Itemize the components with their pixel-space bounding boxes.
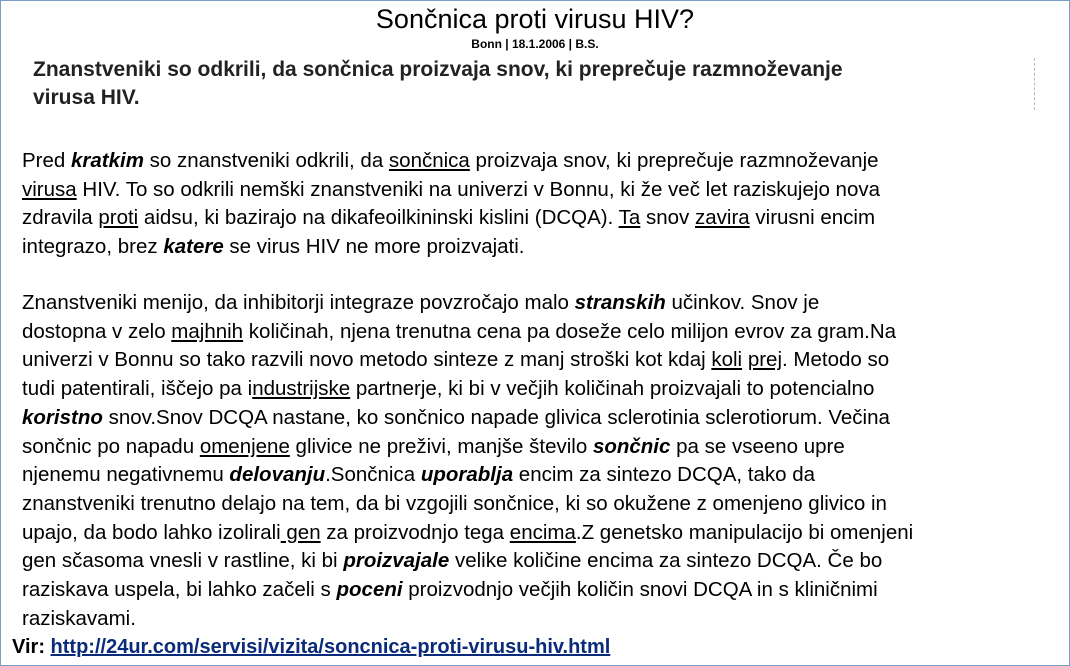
underlined-word: koli — [711, 348, 743, 372]
text-run: sončnic po napadu — [22, 434, 200, 458]
text-run: se virus HIV ne more proizvajati. — [223, 235, 525, 259]
text-run: raziskava uspela, bi lahko začeli s — [22, 578, 337, 602]
text-run: zdravila — [22, 206, 99, 230]
paragraph-line — [22, 176, 1062, 205]
text-run: gen sčasoma vnesli v rastline, ki bi — [22, 549, 344, 573]
text-run: partnerje, ki bi v večjih količinah proizvajali to potencialno — [350, 377, 875, 401]
text-run: integrazo, brez — [22, 235, 164, 259]
paragraph-line — [22, 605, 1062, 634]
paragraph-2 — [22, 289, 1062, 633]
emphasis-word: delovanju — [229, 463, 326, 487]
column-divider — [1034, 58, 1035, 110]
article-byline: Bonn | 18.1.2006 | B.S. — [471, 37, 599, 51]
paragraph-line — [22, 404, 1062, 433]
text-run: upajo, da bodo lahko izolirali — [22, 520, 281, 544]
paragraph-line — [22, 346, 1062, 375]
paragraph-line — [22, 233, 1062, 262]
article-lead — [33, 56, 1023, 112]
source-label: Vir: — [12, 636, 51, 658]
paragraph-line — [22, 147, 1062, 176]
underlined-word: omenjene — [199, 434, 290, 458]
lead-line: virusa HIV. — [33, 86, 140, 109]
text-run: encim za sintezo DCQA, tako da — [513, 463, 816, 487]
text-run: proizvaja snov, ki preprečuje razmnoževanje — [469, 149, 879, 172]
text-run: aidsu, ki bazirajo na dikafeoilkininski kislini (DCQA). — [138, 206, 619, 230]
paragraph-line — [22, 433, 1062, 462]
text-run: so znanstveniki odkrili, da — [143, 149, 389, 172]
emphasis-word: stranskih — [574, 291, 666, 314]
underlined-word: ndustrijske — [252, 377, 351, 401]
text-run: raziskavami. — [22, 606, 136, 630]
text-run: HIV. To so odkrili nemški znanstveniki na univerzi v Bonnu, ki že več let raziskujejo nova — [76, 177, 880, 201]
paragraph-line — [22, 204, 1062, 233]
lead-line: Znanstveniki so odkrili, da sončnica proizvaja snov, ki preprečuje razmnoževanje — [33, 58, 843, 81]
text-run: .Sončnica — [325, 463, 421, 487]
text-run: snov — [640, 206, 696, 230]
text-run: .Z genetsko manipulacijo bi omenjeni — [575, 520, 914, 544]
text-run: Znanstveniki menijo, da inhibitorji integraze povzročajo malo — [22, 291, 575, 314]
underlined-word: majhnih — [171, 319, 244, 343]
paragraph-line — [22, 461, 1062, 490]
underlined-word: sončnica — [388, 149, 470, 172]
paragraph-line — [22, 375, 1062, 404]
paragraph-line — [22, 547, 1062, 576]
emphasis-word: poceni — [336, 578, 403, 602]
text-run: . Metodo so — [782, 348, 890, 372]
source-link[interactable]: http://24ur.com/servisi/vizita/soncnica-proti-virusu-hiv.html — [50, 636, 611, 658]
text-run: univerzi v Bonnu so tako razvili novo metodo sinteze z manj stroški kot kdaj — [22, 348, 712, 372]
article-title: Sončnica proti virusu HIV? — [375, 4, 695, 34]
emphasis-word: uporablja — [420, 463, 514, 487]
paragraph-line — [22, 490, 1062, 519]
underlined-word: zavira — [695, 206, 750, 230]
text-run: pa se vseeno upre — [670, 434, 845, 458]
emphasis-word: proizvajale — [343, 549, 450, 573]
text-run: znanstveniki trenutno delajo na tem, da bi vzgojili sončnice, ki so okužene z omenjeno glivico in — [22, 491, 887, 515]
emphasis-word: katere — [163, 235, 224, 259]
text-run: virusni encim — [749, 206, 876, 230]
text-run: snov.Snov DCQA nastane, ko sončnico napade glivica sclerotinia sclerotiorum. Večina — [102, 405, 890, 429]
paragraph-line — [22, 318, 1062, 347]
paragraph-line — [22, 519, 1062, 548]
underlined-word: Ta — [618, 206, 641, 230]
underlined-word: proti — [98, 206, 139, 230]
text-run: glivice ne preživi, manjše število — [289, 434, 593, 458]
underlined-word: encima — [509, 520, 576, 544]
text-run: tudi patentirali, iščejo pa i — [22, 377, 253, 401]
emphasis-word: kratkim — [71, 149, 144, 172]
text-run: količinah, njena trenutna cena pa doseže celo milijon evrov za gram.Na — [243, 319, 897, 343]
text-run: dostopna v zelo — [22, 319, 172, 343]
text-run: učinkov. Snov je — [665, 291, 820, 314]
paragraph-1 — [22, 147, 1062, 262]
source-line — [12, 633, 1062, 661]
paragraph-line — [22, 576, 1062, 605]
emphasis-word: sončnic — [592, 434, 671, 458]
text-run: njenemu negativnemu — [22, 463, 230, 487]
text-run: velike količine encima za sintezo DCQA. Če bo — [449, 549, 883, 573]
underlined-word: gen — [280, 520, 321, 544]
underlined-word: virusa — [22, 177, 77, 201]
paragraph-line — [22, 289, 1062, 318]
text-run: za proizvodnjo tega — [320, 520, 510, 544]
emphasis-word: koristno — [22, 405, 103, 429]
underlined-word: prej — [747, 348, 782, 372]
text-run: proizvodnjo večjih količin snovi DCQA in s kliničnimi — [402, 578, 878, 602]
text-run: Pred — [22, 149, 71, 172]
